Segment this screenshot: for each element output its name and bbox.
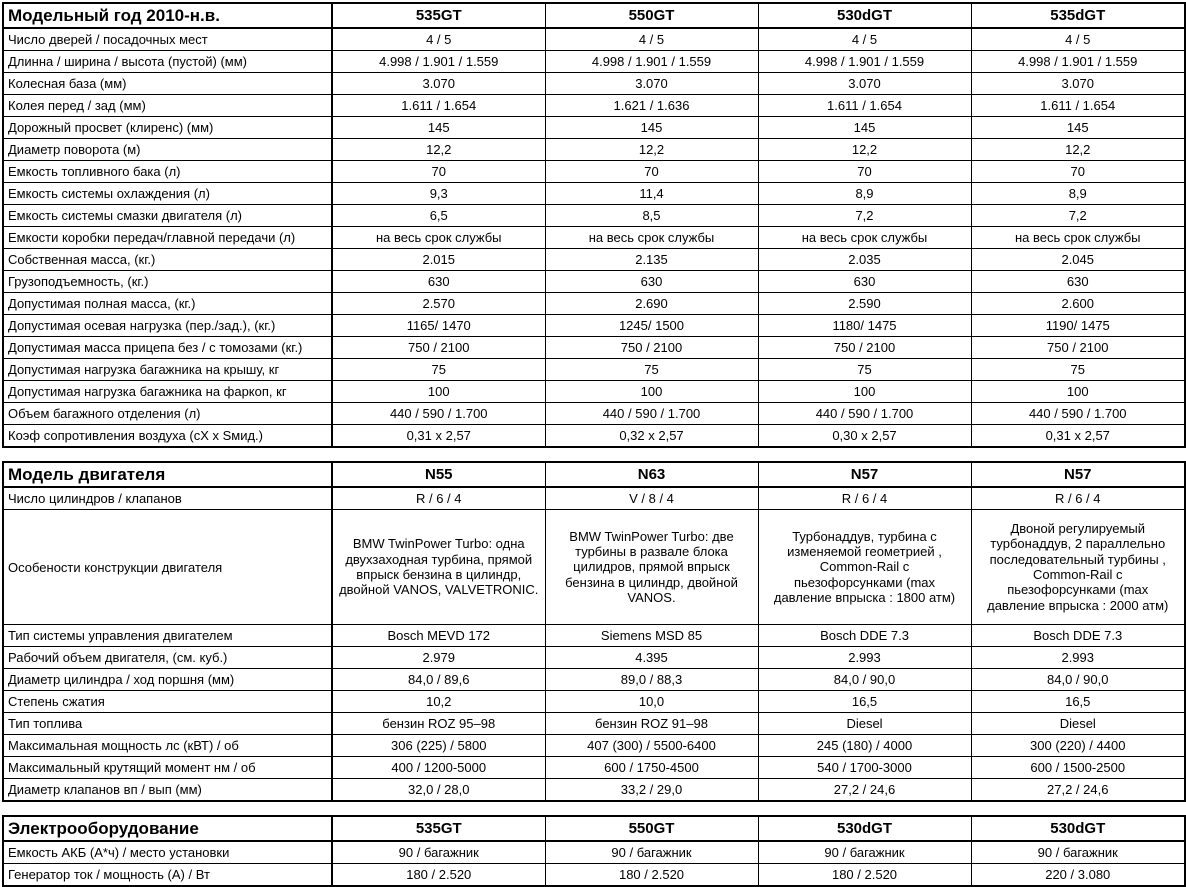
spec-value-cell: 75 bbox=[758, 359, 971, 381]
spec-value-cell: 70 bbox=[332, 161, 545, 183]
spec-value-cell: 12,2 bbox=[971, 139, 1185, 161]
spec-row bbox=[3, 487, 1185, 510]
row-label: Тип топлива bbox=[3, 713, 332, 735]
spec-value-cell: 4.998 / 1.901 / 1.559 bbox=[971, 51, 1185, 73]
table-header-row bbox=[3, 462, 1185, 487]
spec-value-cell: 1.611 / 1.654 bbox=[332, 95, 545, 117]
spec-value-cell: Турбонаддув, турбина с изменяемой геометрией , Common-Rail с пьезофорсунками (max давление впрыска : 1800 атм) bbox=[758, 510, 971, 625]
spec-value-cell: 4.395 bbox=[545, 647, 758, 669]
spec-row bbox=[3, 28, 1185, 51]
spec-value-cell: бензин ROZ 91–98 bbox=[545, 713, 758, 735]
spec-row bbox=[3, 625, 1185, 647]
spec-row bbox=[3, 205, 1185, 227]
spec-value-cell: Двоной регулируемый турбонаддув, 2 параллельно последовательный турбины , Common-Rail с пьезофорсунками (max давление впрыска : 2000 атм) bbox=[971, 510, 1185, 625]
spec-value-cell: 1180/ 1475 bbox=[758, 315, 971, 337]
spec-value-cell: R / 6 / 4 bbox=[971, 487, 1185, 510]
spec-row bbox=[3, 293, 1185, 315]
spec-value-cell: 2.570 bbox=[332, 293, 545, 315]
spec-value-cell: 3.070 bbox=[332, 73, 545, 95]
spec-value-cell: 180 / 2.520 bbox=[332, 864, 545, 887]
spec-value-cell: 2.979 bbox=[332, 647, 545, 669]
spec-value-cell: 7,2 bbox=[758, 205, 971, 227]
spec-row bbox=[3, 841, 1185, 864]
spec-value-cell: 84,0 / 90,0 bbox=[758, 669, 971, 691]
spec-row bbox=[3, 51, 1185, 73]
spec-value-cell: 11,4 bbox=[545, 183, 758, 205]
spec-value-cell: 27,2 / 24,6 bbox=[971, 779, 1185, 802]
column-header: 535GT bbox=[332, 816, 545, 841]
row-label: Емкость АКБ (А*ч) / место установки bbox=[3, 841, 332, 864]
row-label: Допустимая нагрузка багажника на крышу, кг bbox=[3, 359, 332, 381]
engine-table bbox=[2, 461, 1186, 802]
spec-value-cell: 32,0 / 28,0 bbox=[332, 779, 545, 802]
row-label: Допустимая нагрузка багажника на фаркоп, кг bbox=[3, 381, 332, 403]
spec-value-cell: 750 / 2100 bbox=[758, 337, 971, 359]
spec-value-cell: бензин ROZ 95–98 bbox=[332, 713, 545, 735]
column-header: 530dGT bbox=[758, 3, 971, 28]
row-label: Рабочий объем двигателя, (см. куб.) bbox=[3, 647, 332, 669]
spec-value-cell: 6,5 bbox=[332, 205, 545, 227]
row-label: Колесная база (мм) bbox=[3, 73, 332, 95]
row-label: Степень сжатия bbox=[3, 691, 332, 713]
spec-row bbox=[3, 249, 1185, 271]
spec-value-cell: 12,2 bbox=[332, 139, 545, 161]
row-label: Емкость системы охлаждения (л) bbox=[3, 183, 332, 205]
spec-value-cell: 630 bbox=[971, 271, 1185, 293]
spec-row bbox=[3, 337, 1185, 359]
spec-value-cell: 7,2 bbox=[971, 205, 1185, 227]
row-label: Диаметр клапанов вп / вып (мм) bbox=[3, 779, 332, 802]
spec-value-cell: 4 / 5 bbox=[545, 28, 758, 51]
spec-value-cell: 540 / 1700-3000 bbox=[758, 757, 971, 779]
row-label: Особености конструкции двигателя bbox=[3, 510, 332, 625]
spec-value-cell: Diesel bbox=[971, 713, 1185, 735]
spec-row bbox=[3, 381, 1185, 403]
spec-value-cell: 145 bbox=[545, 117, 758, 139]
column-header: 535dGT bbox=[971, 3, 1185, 28]
spec-value-cell: 2.015 bbox=[332, 249, 545, 271]
spec-value-cell: 245 (180) / 4000 bbox=[758, 735, 971, 757]
spec-row bbox=[3, 691, 1185, 713]
row-label: Длинна / ширина / высота (пустой) (мм) bbox=[3, 51, 332, 73]
spec-value-cell: 10,0 bbox=[545, 691, 758, 713]
spec-value-cell: 145 bbox=[971, 117, 1185, 139]
spec-value-cell: 8,9 bbox=[971, 183, 1185, 205]
spec-value-cell: 70 bbox=[758, 161, 971, 183]
spec-value-cell: 89,0 / 88,3 bbox=[545, 669, 758, 691]
spec-value-cell: 2.993 bbox=[971, 647, 1185, 669]
column-header: N55 bbox=[332, 462, 545, 487]
spec-value-cell: 180 / 2.520 bbox=[758, 864, 971, 887]
spec-row bbox=[3, 227, 1185, 249]
spec-value-cell: 90 / багажник bbox=[545, 841, 758, 864]
spec-value-cell: 4 / 5 bbox=[332, 28, 545, 51]
spec-value-cell: 3.070 bbox=[971, 73, 1185, 95]
spec-row bbox=[3, 315, 1185, 337]
spec-value-cell: 0,30 x 2,57 bbox=[758, 425, 971, 448]
spec-value-cell: 4.998 / 1.901 / 1.559 bbox=[332, 51, 545, 73]
column-header: N57 bbox=[758, 462, 971, 487]
spec-value-cell: 400 / 1200-5000 bbox=[332, 757, 545, 779]
spec-value-cell: 1.611 / 1.654 bbox=[971, 95, 1185, 117]
row-label: Емкость топливного бака (л) bbox=[3, 161, 332, 183]
spec-row bbox=[3, 757, 1185, 779]
spec-value-cell: 2.045 bbox=[971, 249, 1185, 271]
spec-value-cell: 145 bbox=[332, 117, 545, 139]
spec-value-cell: 1.621 / 1.636 bbox=[545, 95, 758, 117]
spec-row bbox=[3, 359, 1185, 381]
spec-value-cell: на весь срок службы bbox=[545, 227, 758, 249]
spec-value-cell: 75 bbox=[971, 359, 1185, 381]
spec-value-cell: 27,2 / 24,6 bbox=[758, 779, 971, 802]
spec-value-cell: на весь срок службы bbox=[758, 227, 971, 249]
spec-value-cell: 4.998 / 1.901 / 1.559 bbox=[758, 51, 971, 73]
spec-value-cell: 1.611 / 1.654 bbox=[758, 95, 971, 117]
spec-value-cell: 2.993 bbox=[758, 647, 971, 669]
spec-value-cell: 8,9 bbox=[758, 183, 971, 205]
spec-row bbox=[3, 669, 1185, 691]
spec-value-cell: 84,0 / 90,0 bbox=[971, 669, 1185, 691]
spec-value-cell: 407 (300) / 5500-6400 bbox=[545, 735, 758, 757]
spec-value-cell: 630 bbox=[332, 271, 545, 293]
row-label: Грузоподъемность, (кг.) bbox=[3, 271, 332, 293]
spec-value-cell: 750 / 2100 bbox=[332, 337, 545, 359]
spec-sheet bbox=[2, 2, 1184, 887]
spec-value-cell: BMW TwinPower Turbo: две турбины в развале блока цилидров, прямой впрыск бензина в цилиндр, двойной VANOS. bbox=[545, 510, 758, 625]
spec-value-cell: 440 / 590 / 1.700 bbox=[971, 403, 1185, 425]
spec-value-cell: 306 (225) / 5800 bbox=[332, 735, 545, 757]
spec-value-cell: 100 bbox=[545, 381, 758, 403]
row-label: Собственная масса, (кг.) bbox=[3, 249, 332, 271]
spec-row bbox=[3, 139, 1185, 161]
row-label: Емкости коробки передач/главной передачи (л) bbox=[3, 227, 332, 249]
spec-row bbox=[3, 271, 1185, 293]
spec-value-cell: 0,31 x 2,57 bbox=[332, 425, 545, 448]
spec-value-cell: 100 bbox=[971, 381, 1185, 403]
spec-value-cell: 33,2 / 29,0 bbox=[545, 779, 758, 802]
spec-value-cell: 4 / 5 bbox=[758, 28, 971, 51]
spec-value-cell: 2.690 bbox=[545, 293, 758, 315]
table-header-row bbox=[3, 3, 1185, 28]
spec-value-cell: 90 / багажник bbox=[758, 841, 971, 864]
spec-row bbox=[3, 647, 1185, 669]
spec-value-cell: 70 bbox=[971, 161, 1185, 183]
spec-value-cell: 12,2 bbox=[545, 139, 758, 161]
spec-value-cell: 12,2 bbox=[758, 139, 971, 161]
spec-value-cell: 440 / 590 / 1.700 bbox=[332, 403, 545, 425]
spec-row bbox=[3, 779, 1185, 802]
spec-value-cell: 630 bbox=[545, 271, 758, 293]
spec-value-cell: 2.035 bbox=[758, 249, 971, 271]
table-header-row bbox=[3, 816, 1185, 841]
spec-value-cell: 300 (220) / 4400 bbox=[971, 735, 1185, 757]
spec-value-cell: Diesel bbox=[758, 713, 971, 735]
spec-value-cell: 750 / 2100 bbox=[545, 337, 758, 359]
spec-value-cell: на весь срок службы bbox=[971, 227, 1185, 249]
spec-value-cell: 2.590 bbox=[758, 293, 971, 315]
spec-value-cell: Siemens MSD 85 bbox=[545, 625, 758, 647]
spec-value-cell: 440 / 590 / 1.700 bbox=[758, 403, 971, 425]
spec-value-cell: 220 / 3.080 bbox=[971, 864, 1185, 887]
spec-value-cell: 180 / 2.520 bbox=[545, 864, 758, 887]
spec-value-cell: R / 6 / 4 bbox=[332, 487, 545, 510]
row-label: Максимальный крутящий момент нм / об bbox=[3, 757, 332, 779]
row-label: Число цилиндров / клапанов bbox=[3, 487, 332, 510]
row-label: Максимальная мощность лс (кВТ) / об bbox=[3, 735, 332, 757]
electrical-table bbox=[2, 815, 1186, 887]
row-label: Диаметр цилиндра / ход поршня (мм) bbox=[3, 669, 332, 691]
spec-value-cell: 75 bbox=[332, 359, 545, 381]
column-header: 530dGT bbox=[758, 816, 971, 841]
spec-value-cell: 100 bbox=[332, 381, 545, 403]
row-label: Допустимая полная масса, (кг.) bbox=[3, 293, 332, 315]
spec-row bbox=[3, 403, 1185, 425]
spec-value-cell: 75 bbox=[545, 359, 758, 381]
spec-value-cell: 2.135 bbox=[545, 249, 758, 271]
spec-value-cell: 1165/ 1470 bbox=[332, 315, 545, 337]
spec-row bbox=[3, 735, 1185, 757]
spec-value-cell: BMW TwinPower Turbo: одна двухзаходная турбина, прямой впрыск бензина в цилиндр, двойной VANOS, VALVETRONIC. bbox=[332, 510, 545, 625]
spec-value-cell: 750 / 2100 bbox=[971, 337, 1185, 359]
row-label: Объем багажного отделения (л) bbox=[3, 403, 332, 425]
spec-row bbox=[3, 713, 1185, 735]
spec-value-cell: на весь срок службы bbox=[332, 227, 545, 249]
column-header: 535GT bbox=[332, 3, 545, 28]
table-title: Модельный год 2010-н.в. bbox=[3, 3, 332, 28]
column-header: 530dGT bbox=[971, 816, 1185, 841]
spec-value-cell: 1190/ 1475 bbox=[971, 315, 1185, 337]
spec-value-cell: 600 / 1750-4500 bbox=[545, 757, 758, 779]
row-label: Диаметр поворота (м) bbox=[3, 139, 332, 161]
spec-value-cell: 1245/ 1500 bbox=[545, 315, 758, 337]
spec-value-cell: 16,5 bbox=[971, 691, 1185, 713]
spec-value-cell: 4 / 5 bbox=[971, 28, 1185, 51]
spec-value-cell: 440 / 590 / 1.700 bbox=[545, 403, 758, 425]
table-title: Электрооборудование bbox=[3, 816, 332, 841]
row-label: Тип системы управления двигателем bbox=[3, 625, 332, 647]
spec-value-cell: R / 6 / 4 bbox=[758, 487, 971, 510]
spec-row bbox=[3, 117, 1185, 139]
spec-row bbox=[3, 95, 1185, 117]
row-label: Емкость системы смазки двигателя (л) bbox=[3, 205, 332, 227]
column-header: N63 bbox=[545, 462, 758, 487]
spec-row bbox=[3, 161, 1185, 183]
spec-row bbox=[3, 510, 1185, 625]
spec-value-cell: Bosch DDE 7.3 bbox=[971, 625, 1185, 647]
spec-value-cell: 100 bbox=[758, 381, 971, 403]
spec-value-cell: 2.600 bbox=[971, 293, 1185, 315]
spec-value-cell: 4.998 / 1.901 / 1.559 bbox=[545, 51, 758, 73]
spec-row bbox=[3, 73, 1185, 95]
table-title: Модель двигателя bbox=[3, 462, 332, 487]
row-label: Колея перед / зад (мм) bbox=[3, 95, 332, 117]
spec-row bbox=[3, 183, 1185, 205]
spec-row bbox=[3, 425, 1185, 448]
spec-value-cell: 84,0 / 89,6 bbox=[332, 669, 545, 691]
row-label: Число дверей / посадочных мест bbox=[3, 28, 332, 51]
column-header: 550GT bbox=[545, 3, 758, 28]
spec-value-cell: Bosch DDE 7.3 bbox=[758, 625, 971, 647]
spec-value-cell: 0,32 x 2,57 bbox=[545, 425, 758, 448]
spec-value-cell: 70 bbox=[545, 161, 758, 183]
column-header: 550GT bbox=[545, 816, 758, 841]
spec-value-cell: 9,3 bbox=[332, 183, 545, 205]
spec-value-cell: 0,31 x 2,57 bbox=[971, 425, 1185, 448]
spec-value-cell: 8,5 bbox=[545, 205, 758, 227]
spec-value-cell: 10,2 bbox=[332, 691, 545, 713]
spec-value-cell: 630 bbox=[758, 271, 971, 293]
spec-value-cell: 90 / багажник bbox=[332, 841, 545, 864]
spec-value-cell: 145 bbox=[758, 117, 971, 139]
row-label: Генератор ток / мощность (А) / Вт bbox=[3, 864, 332, 887]
row-label: Допустимая осевая нагрузка (пер./зад.), (кг.) bbox=[3, 315, 332, 337]
spec-value-cell: V / 8 / 4 bbox=[545, 487, 758, 510]
spec-value-cell: Bosch MEVD 172 bbox=[332, 625, 545, 647]
spec-value-cell: 3.070 bbox=[758, 73, 971, 95]
spec-value-cell: 600 / 1500-2500 bbox=[971, 757, 1185, 779]
row-label: Дорожный просвет (клиренс) (мм) bbox=[3, 117, 332, 139]
spec-value-cell: 90 / багажник bbox=[971, 841, 1185, 864]
model-year-table bbox=[2, 2, 1186, 448]
spec-value-cell: 3.070 bbox=[545, 73, 758, 95]
spec-row bbox=[3, 864, 1185, 887]
row-label: Коэф сопротивления воздуха (сХ х Sмид.) bbox=[3, 425, 332, 448]
row-label: Допустимая масса прицепа без / с томозами (кг.) bbox=[3, 337, 332, 359]
spec-value-cell: 16,5 bbox=[758, 691, 971, 713]
column-header: N57 bbox=[971, 462, 1185, 487]
